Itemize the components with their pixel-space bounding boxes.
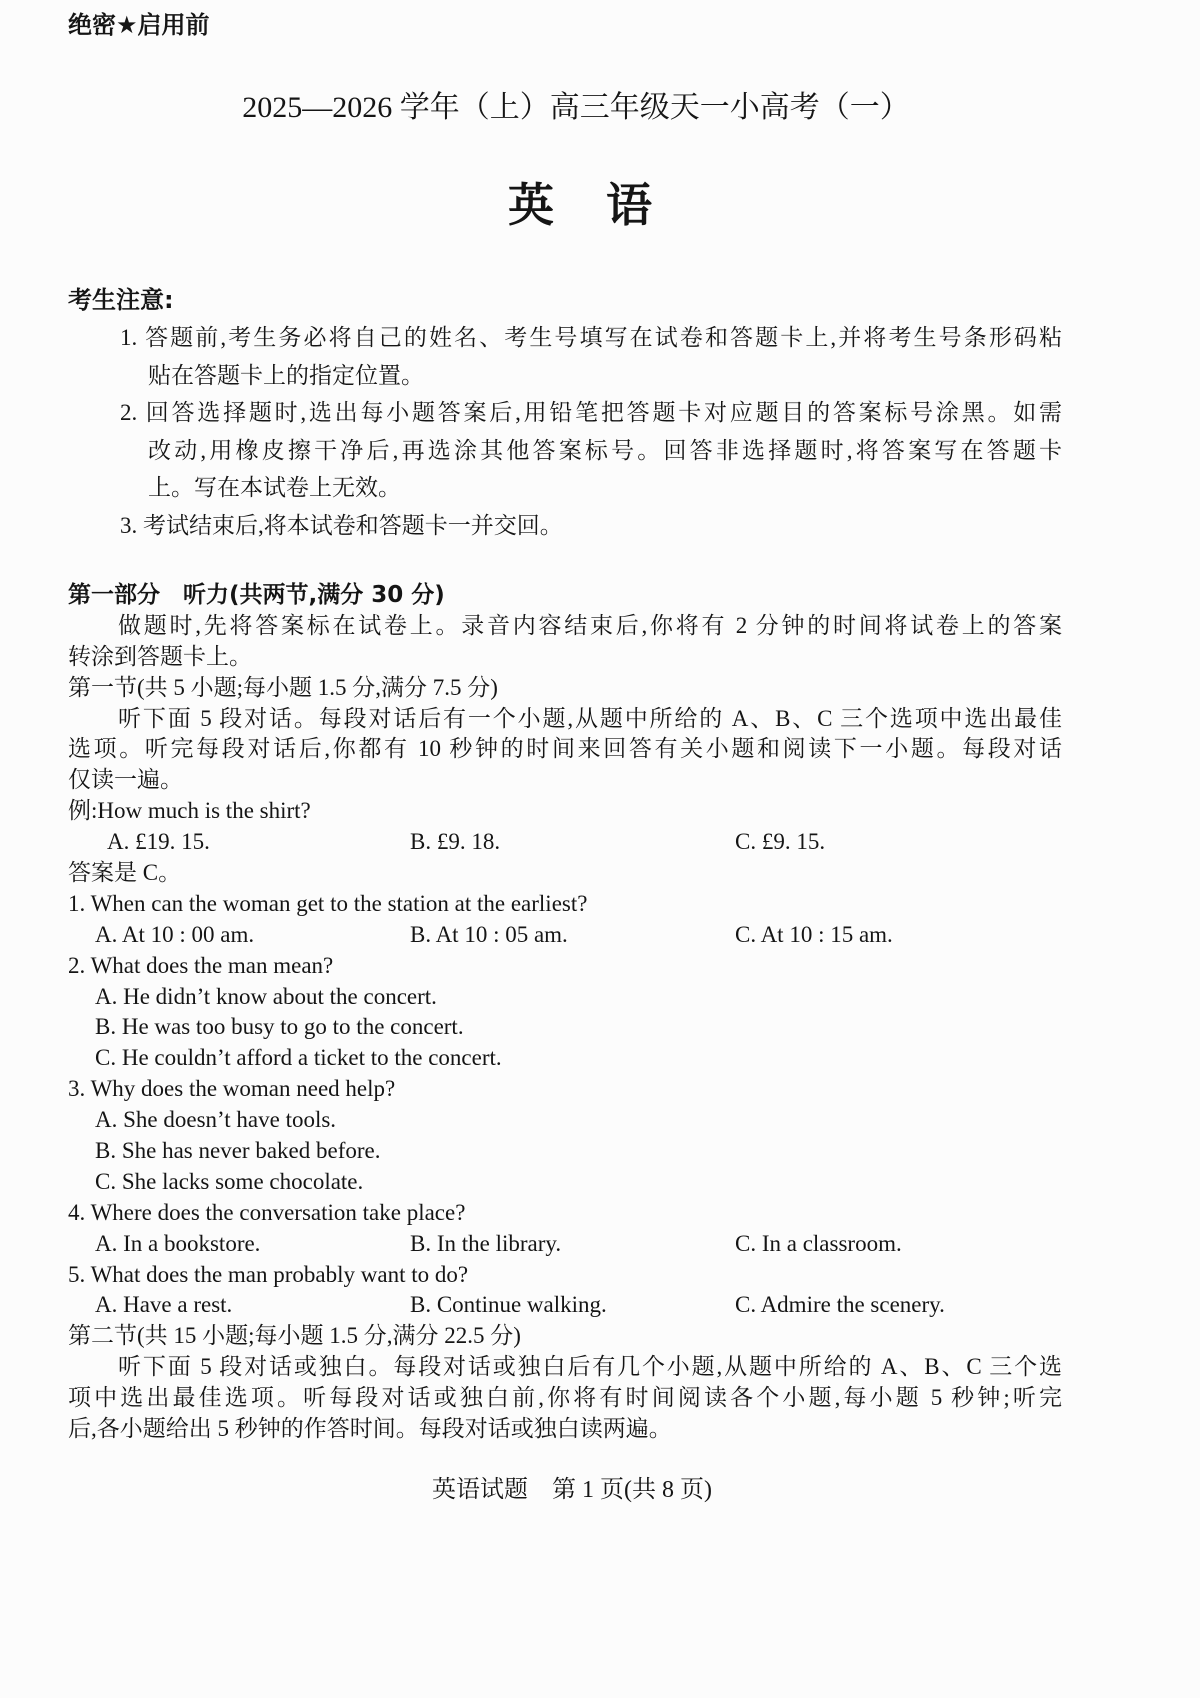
notice-section [68,283,1062,544]
section-directions-line: 听下面 5 段对话。每段对话后有一个小题,从题中所给的 A、B、C 三个选项中选出最佳 [118,705,1062,731]
section-directions-line: 项中选出最佳选项。听每段对话或独白前,你将有时间阅读各个小题,每小题 5 秒钟;听完 [68,1385,1062,1411]
option-a: A. He didn’t know about the concert. [95,983,437,1009]
option-c: C. £9. 15. [735,829,826,855]
question-options [68,1229,1062,1260]
option-a: A. At 10 : 00 am. [95,921,255,947]
question-options [68,920,1062,951]
option-a: A. Have a rest. [95,1292,233,1318]
notice-item-line: 改动,用橡皮擦干净后,再选涂其他答案标号。回答非选择题时,将答案写在答题卡 [148,437,1062,463]
section-directions-line: 后,各小题给出 5 秒钟的作答时间。每段对话或独白读两遍。 [68,1416,672,1442]
example-question: 例:How much is the shirt? [68,798,311,824]
question-stem: 4. Where does the conversation take place? [68,1199,466,1225]
question-stem: 2. What does the man mean? [68,952,334,978]
example-options [68,827,1062,858]
section-directions-line: 选项。听完每段对话后,你都有 10 秒钟的时间来回答有关小题和阅读下一小题。每段对话 [68,736,1062,762]
question-options [68,1290,1062,1321]
question-stem: 1. When can the woman get to the station at the earliest? [68,890,588,916]
option-a: A. In a bookstore. [95,1230,261,1256]
exam-title: 2025—2026 学年（上）高三年级天一小高考（一） [242,91,910,124]
section-heading: 第一节(共 5 小题;每小题 1.5 分,满分 7.5 分) [68,674,498,700]
listening-part [68,580,1062,1445]
option-b: B. He was too busy to go to the concert. [95,1014,464,1040]
option-b: B. Continue walking. [410,1292,607,1318]
notice-item-line: 上。写在本试卷上无效。 [148,475,401,500]
option-b: B. In the library. [410,1230,562,1256]
option-c: C. At 10 : 15 am. [735,921,893,947]
notice-item-line: 3. 考试结束后,将本试卷和答题卡一并交回。 [120,512,563,538]
option-a: A. £19. 15. [107,829,210,855]
option-c: C. In a classroom. [735,1230,902,1256]
question-stem: 3. Why does the woman need help? [68,1076,396,1102]
subject-title: 英语 [508,178,704,232]
notice-heading: 考生注意: [68,286,174,314]
example-answer: 答案是 C。 [68,860,182,886]
notice-list [68,319,1062,544]
option-c: C. She lacks some chocolate. [95,1168,364,1194]
part-intro-line: 做题时,先将答案标在试卷上。录音内容结束后,你将有 2 分钟的时间将试卷上的答案 [118,612,1062,638]
option-b: B. At 10 : 05 am. [410,921,568,947]
page-footer: 英语试题 第 1 页(共 8 页) [432,1477,712,1503]
option-c: C. Admire the scenery. [735,1292,945,1318]
section-directions-line: 听下面 5 段对话或独白。每段对话或独白后有几个小题,从题中所给的 A、B、C 三个选 [118,1354,1062,1380]
notice-item-line: 1. 答题前,考生务必将自己的姓名、考生号填写在试卷和答题卡上,并将考生号条形码粘 [120,325,1062,350]
confidential-label: 绝密★启用前 [68,11,210,39]
part-heading: 第一部分 听力(共两节,满分 30 分) [68,582,445,608]
section-heading: 第二节(共 15 小题;每小题 1.5 分,满分 22.5 分) [68,1323,521,1349]
option-b: B. £9. 18. [410,829,501,855]
option-a: A. She doesn’t have tools. [95,1107,337,1133]
question-stem: 5. What does the man probably want to do? [68,1261,469,1287]
part-intro-line: 转涂到答题卡上。 [68,643,252,669]
notice-item-line: 2. 回答选择题时,选出每小题答案后,用铅笔把答题卡对应题目的答案标号涂黑。如需 [120,400,1062,425]
option-c: C. He couldn’t afford a ticket to the concert. [95,1045,502,1071]
section-directions-line: 仅读一遍。 [68,767,183,793]
notice-item-line: 贴在答题卡上的指定位置。 [148,362,424,388]
option-b: B. She has never baked before. [95,1138,381,1164]
